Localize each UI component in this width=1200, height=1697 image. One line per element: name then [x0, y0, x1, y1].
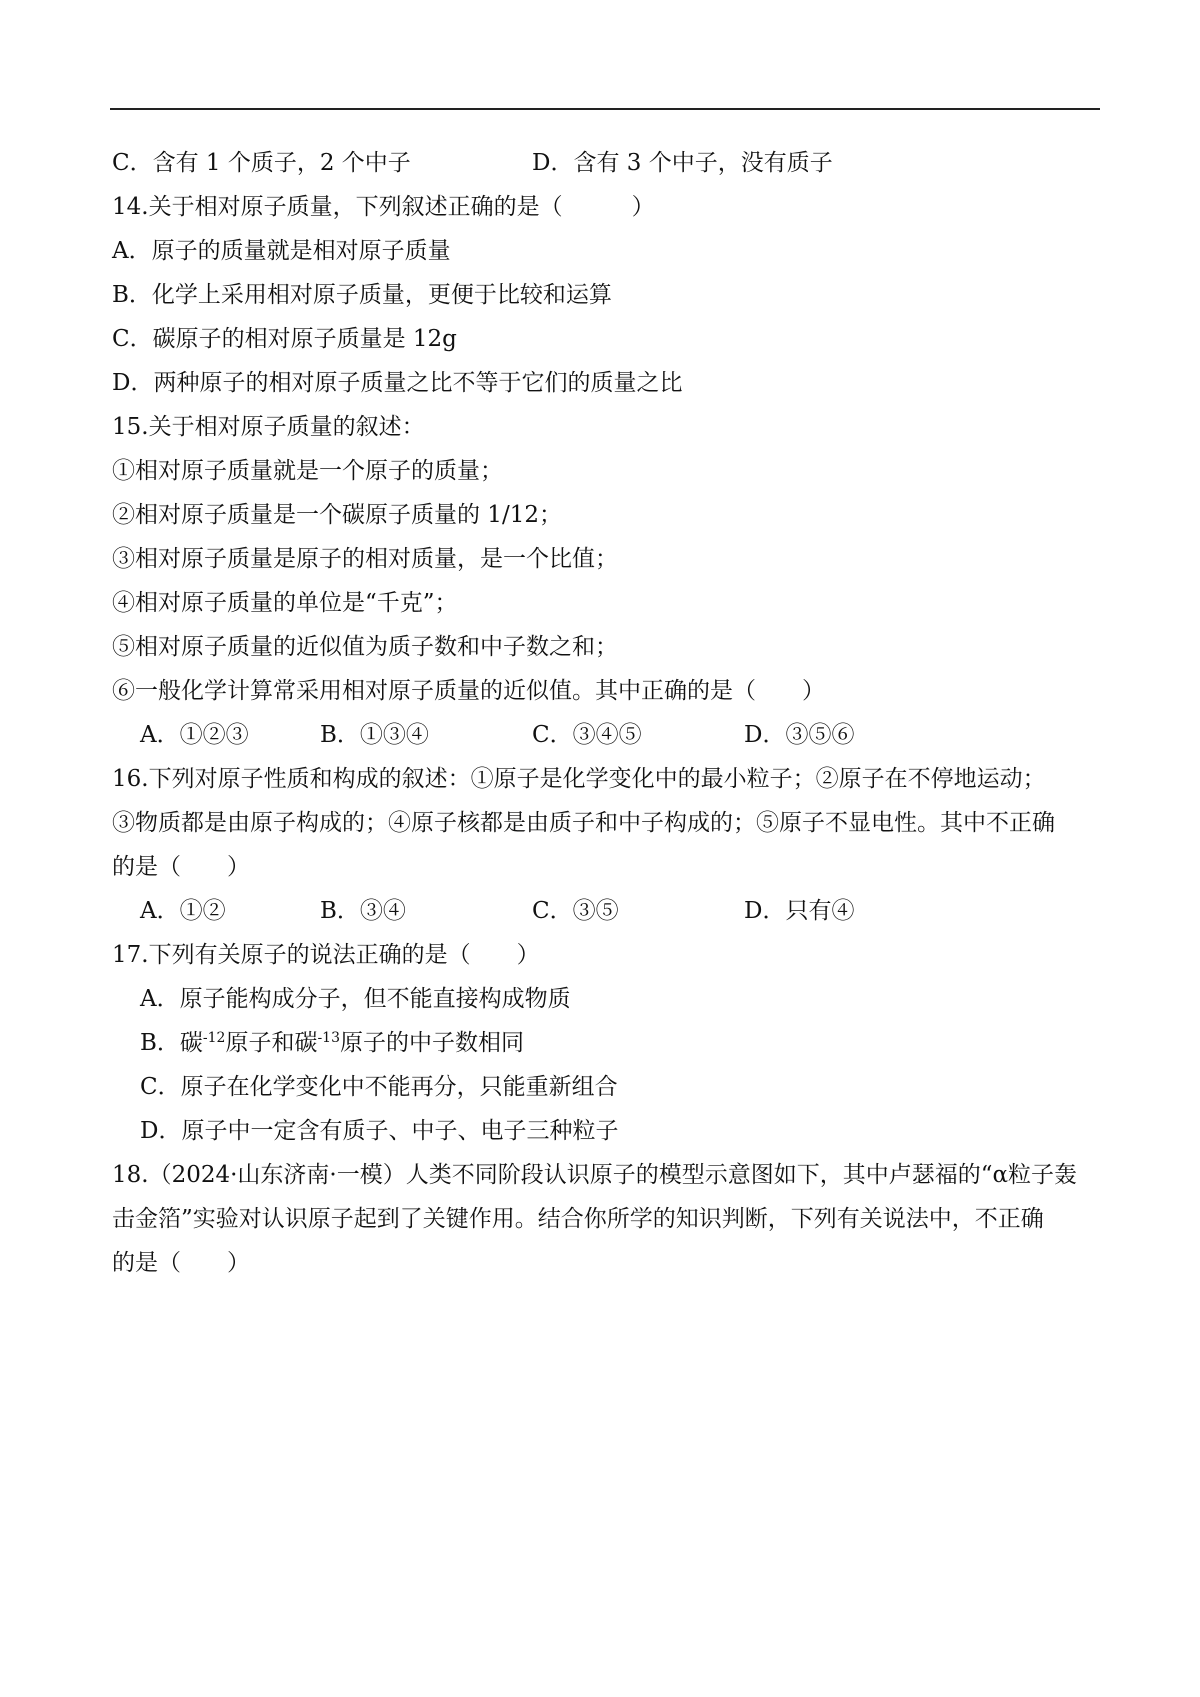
q17-option-b-part-2: 原子和碳 [225, 1030, 318, 1056]
q15-item-2: ②相对原子质量是一个碳原子质量的 1/12； [112, 502, 562, 528]
q16-stem-line-2: ③物质都是由原子构成的；④原子核都是由质子和中子构成的；⑤原子不显电性。其中不正确 [112, 810, 1055, 836]
prev-option-c: C．含有 1 个质子，2 个中子 [112, 150, 411, 176]
q18-stem-line-3: 的是（ ） [112, 1250, 250, 1276]
q15-option-c: C．③④⑤ [532, 722, 642, 748]
q15-item-3: ③相对原子质量是原子的相对质量，是一个比值； [112, 546, 618, 572]
q18-stem-line-1: 18.（2024·山东济南·一模）人类不同阶段认识原子的模型示意图如下，其中卢瑟福的“α粒子轰 [112, 1162, 1078, 1188]
q16-option-b: B．③④ [320, 898, 406, 924]
q14-option-a: A．原子的质量就是相对原子质量 [112, 238, 451, 264]
q16-stem-line-1: 16.下列对原子性质和构成的叙述：①原子是化学变化中的最小粒子；②原子在不停地运动； [112, 766, 1046, 792]
q15-item-1: ①相对原子质量就是一个原子的质量； [112, 458, 503, 484]
q14-stem: 14.关于相对原子质量，下列叙述正确的是（ ） [112, 194, 655, 220]
q15-option-b: B．①③④ [320, 722, 429, 748]
q16-stem-line-3: 的是（ ） [112, 854, 250, 880]
q14-option-c: C．碳原子的相对原子质量是 12g [112, 326, 457, 352]
q17-option-c: C．原子在化学变化中不能再分，只能重新组合 [140, 1074, 618, 1100]
q15-option-a: A．①②③ [140, 722, 249, 748]
q14-option-b: B．化学上采用相对原子质量，更便于比较和运算 [112, 282, 612, 308]
q17-option-b-part-1: B．碳 [140, 1030, 203, 1056]
q15-options-row [140, 718, 1130, 752]
q14-option-d: D．两种原子的相对原子质量之比不等于它们的质量之比 [112, 370, 683, 396]
prev-option-d: D．含有 3 个中子，没有质子 [532, 150, 833, 176]
header-rule [110, 108, 1100, 110]
q15-item-6: ⑥一般化学计算常采用相对原子质量的近似值。其中正确的是（ ） [112, 678, 825, 704]
q17-option-b-sup-1: -12 [202, 1030, 226, 1046]
q17-stem: 17.下列有关原子的说法正确的是（ ） [112, 942, 540, 968]
q16-options-row [140, 894, 1130, 928]
q16-option-d: D．只有④ [744, 898, 855, 924]
q15-option-d: D．③⑤⑥ [744, 722, 855, 748]
prev-options-row [112, 146, 1102, 180]
q17-option-a: A．原子能构成分子，但不能直接构成物质 [140, 986, 571, 1012]
q17-option-d: D．原子中一定含有质子、中子、电子三种粒子 [140, 1118, 619, 1144]
q17-option-b-part-3: 原子的中子数相同 [340, 1030, 524, 1056]
q17-option-b-sup-2: -13 [317, 1030, 340, 1046]
q16-option-a: A．①② [140, 898, 226, 924]
q16-option-c: C．③⑤ [532, 898, 619, 924]
q17-option-b [140, 1026, 1130, 1060]
q15-stem: 15.关于相对原子质量的叙述： [112, 414, 425, 440]
q15-item-4: ④相对原子质量的单位是“千克”； [112, 590, 458, 616]
q15-item-5: ⑤相对原子质量的近似值为质子数和中子数之和； [112, 634, 618, 660]
q18-stem-line-2: 击金箔”实验对认识原子起到了关键作用。结合你所学的知识判断，下列有关说法中，不正确 [112, 1206, 1044, 1232]
